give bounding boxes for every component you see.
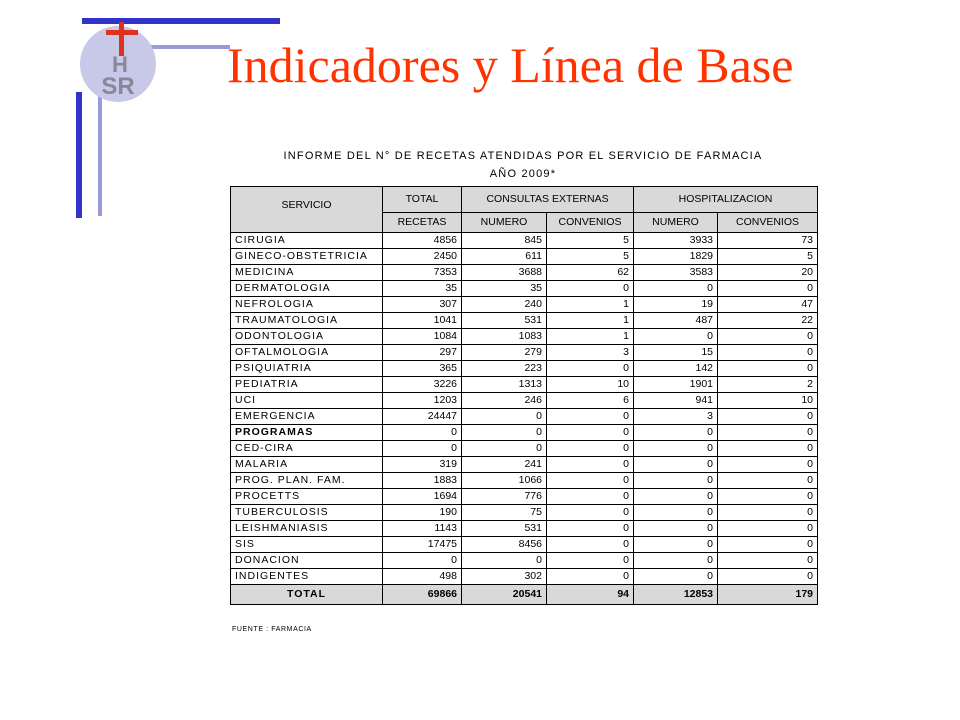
ce-numero-cell: 279 bbox=[462, 345, 547, 361]
hosp-numero-cell: 3583 bbox=[634, 265, 718, 281]
ce-numero-cell: 1313 bbox=[462, 377, 547, 393]
total-recetas-cell: 0 bbox=[383, 425, 462, 441]
hosp-numero-cell: 3 bbox=[634, 409, 718, 425]
total-recetas-cell: 35 bbox=[383, 281, 462, 297]
hosp-convenios-cell: 0 bbox=[718, 441, 818, 457]
hosp-numero-cell: 0 bbox=[634, 425, 718, 441]
total-recetas-cell: 190 bbox=[383, 505, 462, 521]
hosp-numero-cell: 0 bbox=[634, 489, 718, 505]
servicio-cell: UCI bbox=[231, 393, 383, 409]
ce-convenios-cell: 1 bbox=[547, 297, 634, 313]
table-body bbox=[231, 233, 818, 605]
ce-numero-cell: 531 bbox=[462, 313, 547, 329]
hosp-convenios-cell: 0 bbox=[718, 361, 818, 377]
servicio-cell: TRAUMATOLOGIA bbox=[231, 313, 383, 329]
ce-numero-cell: 240 bbox=[462, 297, 547, 313]
ce-numero-cell: 611 bbox=[462, 249, 547, 265]
hosp-numero-cell: 0 bbox=[634, 457, 718, 473]
table-row bbox=[231, 345, 818, 361]
total-recetas-cell: 319 bbox=[383, 457, 462, 473]
prescriptions-table bbox=[230, 186, 818, 605]
total-recetas-cell: 1883 bbox=[383, 473, 462, 489]
ce-numero-cell: 0 bbox=[462, 441, 547, 457]
ce-convenios-cell: 1 bbox=[547, 313, 634, 329]
total-recetas-cell: 24447 bbox=[383, 409, 462, 425]
hosp-convenios-cell: 0 bbox=[718, 489, 818, 505]
hosp-convenios-cell: 22 bbox=[718, 313, 818, 329]
total-ce-numero-cell: 20541 bbox=[462, 585, 547, 605]
ce-convenios-cell: 0 bbox=[547, 441, 634, 457]
hosp-convenios-cell: 0 bbox=[718, 473, 818, 489]
table-row bbox=[231, 281, 818, 297]
table-row bbox=[231, 441, 818, 457]
hosp-numero-cell: 15 bbox=[634, 345, 718, 361]
servicio-cell: SIS bbox=[231, 537, 383, 553]
servicio-cell: PROGRAMAS bbox=[231, 425, 383, 441]
table-row bbox=[231, 361, 818, 377]
servicio-cell: LEISHMANIASIS bbox=[231, 521, 383, 537]
hosp-convenios-cell: 0 bbox=[718, 505, 818, 521]
hosp-convenios-cell: 5 bbox=[718, 249, 818, 265]
servicio-cell: TUBERCULOSIS bbox=[231, 505, 383, 521]
table-row bbox=[231, 537, 818, 553]
ce-convenios-cell: 1 bbox=[547, 329, 634, 345]
hosp-numero-cell: 0 bbox=[634, 553, 718, 569]
table-row bbox=[231, 489, 818, 505]
table-row bbox=[231, 457, 818, 473]
table-row bbox=[231, 473, 818, 489]
ce-numero-cell: 35 bbox=[462, 281, 547, 297]
ce-numero-cell: 776 bbox=[462, 489, 547, 505]
table-row bbox=[231, 265, 818, 281]
hosp-convenios-cell: 73 bbox=[718, 233, 818, 249]
ce-convenios-cell: 10 bbox=[547, 377, 634, 393]
servicio-cell: GINECO-OBSTETRICIA bbox=[231, 249, 383, 265]
ce-numero-cell: 3688 bbox=[462, 265, 547, 281]
hosp-convenios-cell: 0 bbox=[718, 569, 818, 585]
ce-convenios-cell: 0 bbox=[547, 489, 634, 505]
hosp-numero-cell: 487 bbox=[634, 313, 718, 329]
ce-convenios-cell: 0 bbox=[547, 505, 634, 521]
ce-convenios-cell: 5 bbox=[547, 233, 634, 249]
hosp-numero-cell: 19 bbox=[634, 297, 718, 313]
hosp-convenios-cell: 2 bbox=[718, 377, 818, 393]
servicio-cell: MALARIA bbox=[231, 457, 383, 473]
servicio-cell: CIRUGIA bbox=[231, 233, 383, 249]
table-row bbox=[231, 409, 818, 425]
header-total: TOTAL bbox=[383, 187, 462, 213]
source-note: FUENTE : FARMACIA bbox=[232, 626, 312, 633]
hosp-numero-cell: 3933 bbox=[634, 233, 718, 249]
prescriptions-table-wrap bbox=[230, 186, 817, 605]
ce-numero-cell: 241 bbox=[462, 457, 547, 473]
total-label: TOTAL bbox=[231, 585, 383, 605]
servicio-cell: INDIGENTES bbox=[231, 569, 383, 585]
table-row bbox=[231, 377, 818, 393]
servicio-cell: PROCETTS bbox=[231, 489, 383, 505]
table-total-row bbox=[231, 585, 818, 605]
ce-numero-cell: 0 bbox=[462, 553, 547, 569]
ce-numero-cell: 302 bbox=[462, 569, 547, 585]
total-ce-convenios-cell: 94 bbox=[547, 585, 634, 605]
hosp-convenios-cell: 0 bbox=[718, 537, 818, 553]
subheader-ce-numero: NUMERO bbox=[462, 213, 547, 233]
hosp-convenios-cell: 0 bbox=[718, 521, 818, 537]
table-row bbox=[231, 313, 818, 329]
total-recetas-cell: 307 bbox=[383, 297, 462, 313]
total-recetas-cell: 1203 bbox=[383, 393, 462, 409]
subheader-hosp-convenios: CONVENIOS bbox=[718, 213, 818, 233]
table-row bbox=[231, 297, 818, 313]
ce-numero-cell: 0 bbox=[462, 409, 547, 425]
ce-numero-cell: 0 bbox=[462, 425, 547, 441]
total-recetas-cell: 498 bbox=[383, 569, 462, 585]
total-recetas-cell: 1041 bbox=[383, 313, 462, 329]
ce-convenios-cell: 0 bbox=[547, 457, 634, 473]
total-recetas-cell: 17475 bbox=[383, 537, 462, 553]
total-recetas-cell: 1143 bbox=[383, 521, 462, 537]
hosp-numero-cell: 0 bbox=[634, 441, 718, 457]
hosp-numero-cell: 1829 bbox=[634, 249, 718, 265]
header-servicio: SERVICIO bbox=[231, 187, 383, 233]
subheader-hosp-numero: NUMERO bbox=[634, 213, 718, 233]
total-recetas-cell: 1084 bbox=[383, 329, 462, 345]
hosp-numero-cell: 0 bbox=[634, 537, 718, 553]
hosp-numero-cell: 0 bbox=[634, 505, 718, 521]
total-recetas-cell: 1694 bbox=[383, 489, 462, 505]
report-title: INFORME DEL N° DE RECETAS ATENDIDAS POR EL SERVICIO DE FARMACIA bbox=[283, 150, 763, 162]
ce-convenios-cell: 62 bbox=[547, 265, 634, 281]
hosp-numero-cell: 0 bbox=[634, 329, 718, 345]
total-hosp-convenios-cell: 179 bbox=[718, 585, 818, 605]
ce-convenios-cell: 0 bbox=[547, 537, 634, 553]
subheader-ce-convenios: CONVENIOS bbox=[547, 213, 634, 233]
table-row bbox=[231, 521, 818, 537]
table-row bbox=[231, 249, 818, 265]
ce-convenios-cell: 0 bbox=[547, 425, 634, 441]
table-header-row bbox=[231, 187, 818, 213]
servicio-cell: PSIQUIATRIA bbox=[231, 361, 383, 377]
total-recetas-cell: 3226 bbox=[383, 377, 462, 393]
header-hospitalizacion: HOSPITALIZACION bbox=[634, 187, 818, 213]
ce-convenios-cell: 3 bbox=[547, 345, 634, 361]
table-row bbox=[231, 505, 818, 521]
ce-convenios-cell: 0 bbox=[547, 409, 634, 425]
slide-title: Indicadores y Línea de Base bbox=[227, 37, 794, 93]
ce-convenios-cell: 0 bbox=[547, 569, 634, 585]
table-row bbox=[231, 553, 818, 569]
hosp-convenios-cell: 0 bbox=[718, 457, 818, 473]
total-recetas-cell: 2450 bbox=[383, 249, 462, 265]
ce-numero-cell: 531 bbox=[462, 521, 547, 537]
servicio-cell: DONACION bbox=[231, 553, 383, 569]
hosp-convenios-cell: 0 bbox=[718, 329, 818, 345]
total-recetas-cell: 7353 bbox=[383, 265, 462, 281]
total-recetas-cell: 4856 bbox=[383, 233, 462, 249]
hosp-convenios-cell: 20 bbox=[718, 265, 818, 281]
logo-letters-sr: SR bbox=[101, 73, 135, 100]
ce-numero-cell: 223 bbox=[462, 361, 547, 377]
logo-bar-top bbox=[82, 18, 280, 24]
report-heading bbox=[230, 147, 816, 183]
ce-numero-cell: 845 bbox=[462, 233, 547, 249]
total-recetas-cell: 365 bbox=[383, 361, 462, 377]
servicio-cell: DERMATOLOGIA bbox=[231, 281, 383, 297]
logo-letter-h: H bbox=[112, 52, 128, 77]
hosp-numero-cell: 0 bbox=[634, 569, 718, 585]
ce-convenios-cell: 5 bbox=[547, 249, 634, 265]
hosp-convenios-cell: 0 bbox=[718, 553, 818, 569]
servicio-cell: OFTALMOLOGIA bbox=[231, 345, 383, 361]
ce-convenios-cell: 0 bbox=[547, 553, 634, 569]
servicio-cell: EMERGENCIA bbox=[231, 409, 383, 425]
hosp-numero-cell: 0 bbox=[634, 281, 718, 297]
ce-numero-cell: 75 bbox=[462, 505, 547, 521]
servicio-cell: ODONTOLOGIA bbox=[231, 329, 383, 345]
hosp-convenios-cell: 0 bbox=[718, 409, 818, 425]
logo-cross-v bbox=[119, 22, 124, 56]
logo-bar-inner-left bbox=[98, 96, 102, 216]
ce-convenios-cell: 0 bbox=[547, 473, 634, 489]
hosp-convenios-cell: 10 bbox=[718, 393, 818, 409]
servicio-cell: CED-CIRA bbox=[231, 441, 383, 457]
table-row bbox=[231, 569, 818, 585]
hosp-numero-cell: 1901 bbox=[634, 377, 718, 393]
header-consultas-externas: CONSULTAS EXTERNAS bbox=[462, 187, 634, 213]
logo-cross-h bbox=[106, 30, 138, 35]
ce-convenios-cell: 0 bbox=[547, 361, 634, 377]
hosp-convenios-cell: 47 bbox=[718, 297, 818, 313]
hosp-convenios-cell: 0 bbox=[718, 281, 818, 297]
hosp-numero-cell: 0 bbox=[634, 521, 718, 537]
servicio-cell: PROG. PLAN. FAM. bbox=[231, 473, 383, 489]
ce-convenios-cell: 0 bbox=[547, 281, 634, 297]
hosp-numero-cell: 0 bbox=[634, 473, 718, 489]
table-row bbox=[231, 393, 818, 409]
ce-numero-cell: 1083 bbox=[462, 329, 547, 345]
hosp-convenios-cell: 0 bbox=[718, 425, 818, 441]
ce-numero-cell: 8456 bbox=[462, 537, 547, 553]
table-row bbox=[231, 329, 818, 345]
ce-convenios-cell: 6 bbox=[547, 393, 634, 409]
servicio-cell: NEFROLOGIA bbox=[231, 297, 383, 313]
ce-numero-cell: 246 bbox=[462, 393, 547, 409]
total-recetas-cell: 297 bbox=[383, 345, 462, 361]
subheader-recetas: RECETAS bbox=[383, 213, 462, 233]
servicio-cell: MEDICINA bbox=[231, 265, 383, 281]
ce-convenios-cell: 0 bbox=[547, 521, 634, 537]
total-hosp-numero-cell: 12853 bbox=[634, 585, 718, 605]
servicio-cell: PEDIATRIA bbox=[231, 377, 383, 393]
table-row bbox=[231, 233, 818, 249]
ce-numero-cell: 1066 bbox=[462, 473, 547, 489]
hosp-convenios-cell: 0 bbox=[718, 345, 818, 361]
total-recetas-cell: 0 bbox=[383, 553, 462, 569]
total-recetas-cell: 0 bbox=[383, 441, 462, 457]
total-total-recetas-cell: 69866 bbox=[383, 585, 462, 605]
hosp-numero-cell: 142 bbox=[634, 361, 718, 377]
hosp-numero-cell: 941 bbox=[634, 393, 718, 409]
logo-bar-left bbox=[76, 92, 82, 218]
table-row bbox=[231, 425, 818, 441]
report-year: AÑO 2009* bbox=[489, 168, 557, 180]
